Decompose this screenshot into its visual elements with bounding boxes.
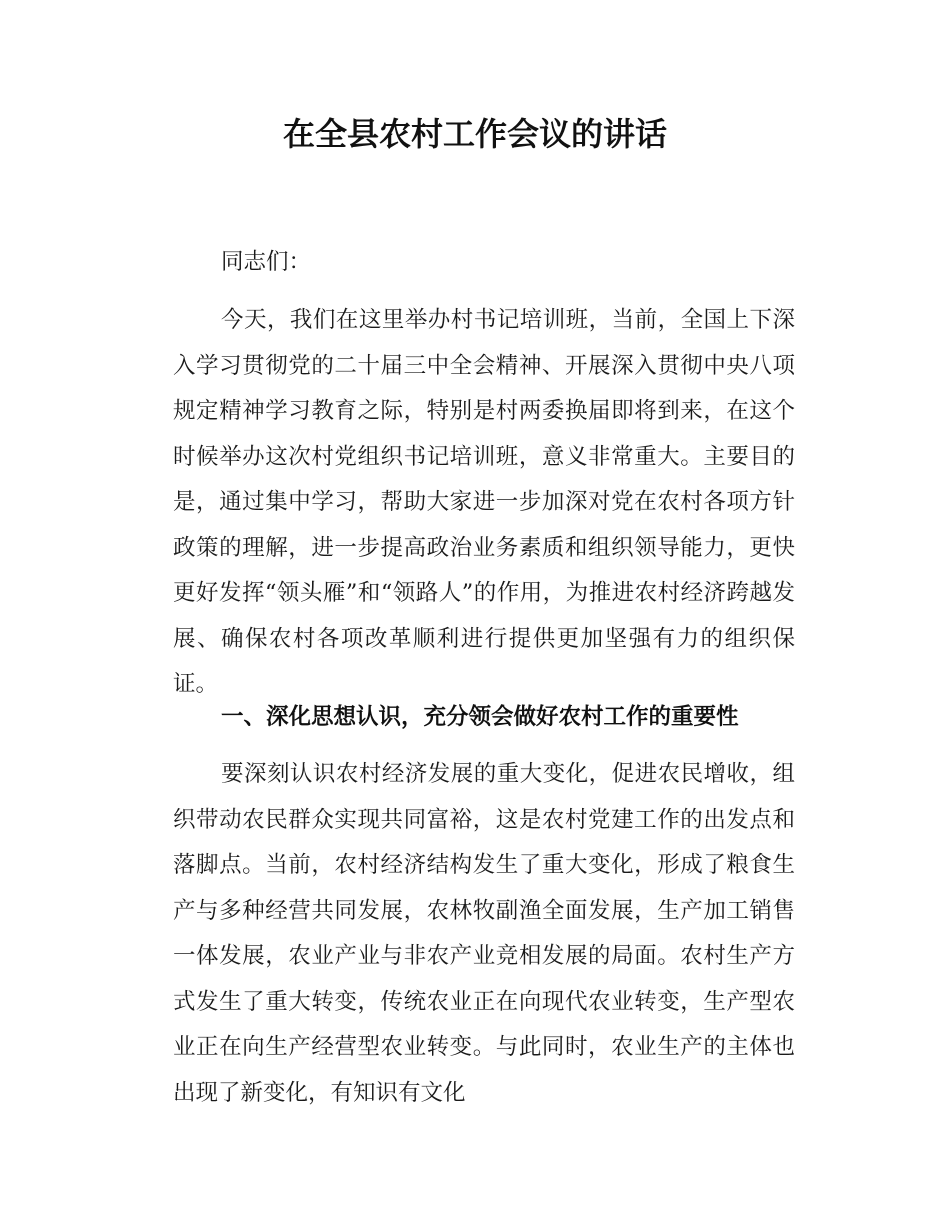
- paragraph-section-1: 要深刻认识农村经济发展的重大变化，促进农民增收，组织带动农民群众实现共同富裕，这是农村党建工作的出发点和落脚点。当前，农村经济结构发生了重大变化，形成了粮食生产与多种经营共同发展，农林牧副渔全面发展，生产加工销售一体发展，农业产业与非农产业竞相发展的局面。农村生产方式发生了重大转变，传统农业正在向现代农业转变，生产型农业正在向生产经营型农业转变。与此同时，农业生产的主体也出现了新变化，有知识有文化: [173, 761, 795, 1106]
- salutation: 同志们：: [221, 249, 312, 275]
- section-heading: 一、深化思想认识，充分领会做好农村工作的重要性: [221, 704, 739, 730]
- page-title: 在全县农村工作会议的讲话: [282, 115, 667, 153]
- paragraph-intro: 今天，我们在这里举办村书记培训班，当前，全国上下深入学习贯彻党的二十届三中全会精神、开展深入贯彻中央八项规定精神学习教育之际，特别是村两委换届即将到来，在这个时候举办这次村党组织书记培训班，意义非常重大。主要目的是，通过集中学习，帮助大家进一步加深对党在农村各项方针政策的理解，进一步提高政治业务素质和组织领导能力，更快更好发挥“领头雁”和“领路人”的作用，为推进农村经济跨越发展、确保农村各项改革顺利进行提供更加坚强有力的组织保证。: [173, 307, 795, 697]
